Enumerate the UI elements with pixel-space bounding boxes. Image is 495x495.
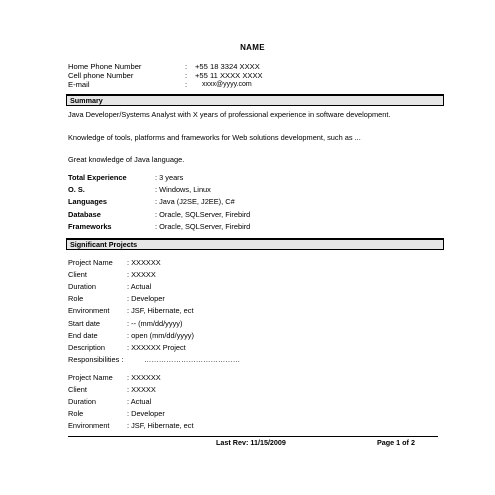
skill-label: Total Experience (68, 172, 127, 182)
section-header-projects: Significant Projects (66, 238, 444, 250)
skills-list (68, 171, 250, 232)
skill-row (68, 196, 250, 208)
project-block (68, 371, 194, 432)
contact-label: E-mail (68, 80, 90, 89)
contact-cell-phone (68, 71, 263, 80)
project-field-label: Start date (68, 318, 101, 328)
skill-value: : Java (J2SE, J2EE), C# (155, 197, 235, 207)
contact-value: +55 11 XXXX XXXX (195, 71, 263, 80)
project-field-label: Environment (68, 306, 110, 316)
summary-paragraph: Knowledge of tools, platforms and frameworks for Web solutions development, such as ... (68, 133, 361, 142)
summary-paragraph: Java Developer/Systems Analyst with X years of professional experience in software development. (68, 110, 391, 119)
project-field-label: Role (68, 409, 84, 419)
project-field-label: Project Name (68, 257, 113, 267)
footer-divider (68, 436, 438, 437)
project-field (68, 408, 194, 420)
contact-separator: : (185, 71, 188, 80)
project-field-value: : XXXXXX (127, 372, 161, 382)
skill-label: Database (68, 209, 101, 219)
contact-email (68, 80, 263, 89)
project-field (68, 341, 240, 353)
project-field-value: : Actual (127, 396, 152, 406)
project-field (68, 293, 240, 305)
candidate-name: NAME (240, 43, 265, 52)
project-field-label: Client (68, 384, 87, 394)
skill-value: : Oracle, SQLServer, Firebird (155, 209, 251, 219)
contact-value: xxxx@yyyy.com (202, 81, 252, 88)
section-header-summary: Summary (66, 94, 444, 106)
contact-label: Cell phone Number (68, 71, 134, 80)
project-field (68, 371, 194, 383)
project-field-value: : XXXXX (127, 269, 156, 279)
project-field (68, 305, 240, 317)
skill-value: : Oracle, SQLServer, Firebird (155, 221, 251, 231)
project-field-label: Project Name (68, 372, 113, 382)
skill-row (68, 208, 250, 220)
project-field (68, 256, 240, 268)
project-field (68, 354, 240, 366)
project-field-value: : XXXXXX Project (127, 342, 186, 352)
skill-row (68, 183, 250, 195)
project-field-value: : Developer (127, 294, 165, 304)
project-field-value: : open (mm/dd/yyyy) (127, 330, 194, 340)
project-field-value: : JSF, Hibernate, ect (127, 421, 194, 431)
project-field-label: Description (68, 342, 105, 352)
project-field-label: Environment (68, 421, 110, 431)
project-field (68, 317, 240, 329)
project-field-value: : -- (mm/dd/yyyy) (127, 318, 183, 328)
project-field (68, 383, 194, 395)
project-field-value: : JSF, Hibernate, ect (127, 306, 194, 316)
contact-home-phone (68, 62, 263, 71)
skill-row (68, 171, 250, 183)
skill-value: : Windows, Linux (155, 184, 211, 194)
project-field (68, 329, 240, 341)
skill-label: Frameworks (68, 221, 112, 231)
project-field-label: End date (68, 330, 98, 340)
project-field (68, 395, 194, 407)
contact-separator: : (185, 80, 188, 89)
project-field-value: : Developer (127, 409, 165, 419)
project-field-value: : XXXXX (127, 384, 156, 394)
skill-label: Languages (68, 197, 108, 207)
project-field-label: Duration (68, 396, 96, 406)
project-field (68, 268, 240, 280)
project-field (68, 280, 240, 292)
summary-paragraph: Great knowledge of Java language. (68, 155, 185, 164)
skill-row (68, 220, 250, 232)
project-field-label: Responsibilities : (68, 355, 124, 365)
project-field (68, 420, 194, 432)
project-field-label: Client (68, 269, 87, 279)
project-field-label: Duration (68, 281, 96, 291)
contact-separator: : (185, 62, 188, 71)
contact-block (68, 62, 263, 89)
contact-value: +55 18 3324 XXXX (195, 62, 260, 71)
skill-label: O. S. (68, 184, 85, 194)
skill-value: : 3 years (155, 172, 184, 182)
project-field-value: : Actual (127, 281, 152, 291)
project-field-value: ………………………………… (144, 355, 241, 365)
project-block (68, 256, 240, 366)
footer-page-number: Page 1 of 2 (377, 438, 415, 447)
project-field-label: Role (68, 294, 84, 304)
contact-label: Home Phone Number (68, 62, 142, 71)
footer-last-revision: Last Rev: 11/15/2009 (216, 438, 286, 447)
project-field-value: : XXXXXX (127, 257, 161, 267)
